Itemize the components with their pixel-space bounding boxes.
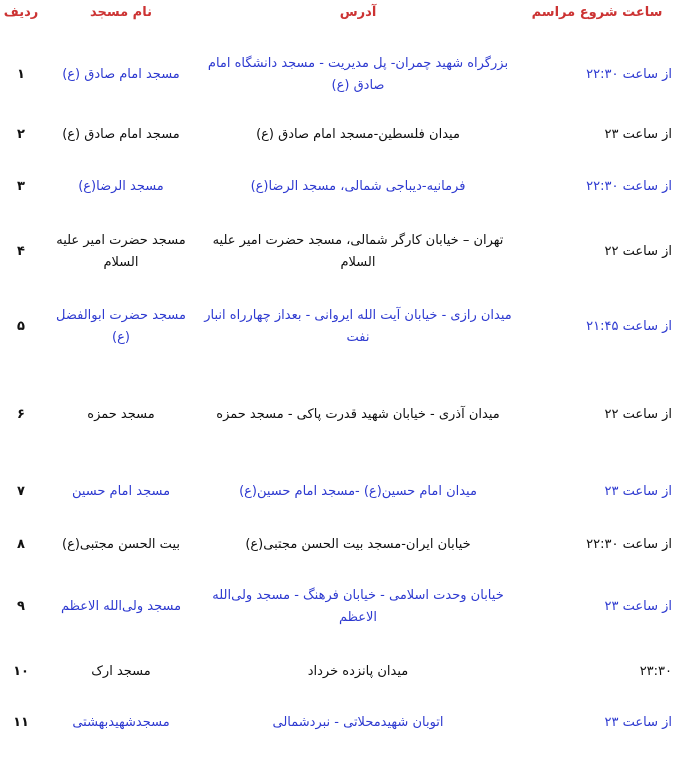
row-number: ۶: [17, 407, 25, 422]
row-time: از ساعت ۲۳: [604, 127, 672, 142]
row-number: ۳: [17, 179, 25, 194]
row-mosque: بیت الحسن مجتبی(ع): [62, 537, 180, 552]
row-number: ۵: [17, 319, 25, 334]
row-time: از ساعت ۲۲:۳۰: [586, 67, 672, 82]
row-address: بزرگراه شهید چمران- پل مدیریت - مسجد دانشگاه امام صادق (ع): [207, 56, 509, 93]
row-number: ۱۰: [13, 664, 29, 679]
row-mosque: مسجد ارک: [91, 664, 151, 679]
row-address: میدان آذری - خیابان شهید قدرت پاکی - مسجد حمزه: [216, 407, 500, 422]
row-mosque: مسجد حمزه: [87, 407, 155, 422]
header-mosque: نام مسجد: [90, 5, 152, 20]
row-time: از ساعت ۲۲: [604, 407, 672, 422]
row-address: خیابان ایران-مسجد بیت الحسن مجتبی(ع): [245, 537, 471, 552]
row-address: میدان رازی - خیابان آیت الله ایروانی - بعداز چهارراه انبار نفت: [204, 308, 512, 345]
row-time: از ساعت ۲۳: [604, 599, 672, 614]
row-time: از ساعت ۲۲: [604, 244, 672, 259]
row-time: از ساعت ۲۱:۴۵: [586, 319, 672, 334]
row-time: از ساعت ۲۲:۳۰: [586, 179, 672, 194]
row-address: فرمانیه-دیباجی شمالی، مسجد الرضا(ع): [250, 179, 466, 194]
header-address: آدرس: [339, 5, 377, 20]
row-address: خیابان وحدت اسلامی - خیابان فرهنگ - مسجد ولی‌الله الاعظم: [212, 588, 504, 625]
row-number: ۴: [17, 244, 25, 259]
row-number: ۷: [17, 484, 25, 499]
row-address: میدان امام حسین(ع) -مسجد امام حسین(ع): [239, 484, 477, 499]
row-address: میدان فلسطین-مسجد امام صادق (ع): [256, 127, 460, 142]
row-address: اتوبان شهیدمحلاتی - نبردشمالی: [272, 715, 444, 730]
row-mosque: مسجد حضرت امیر علیه السلام: [56, 233, 186, 270]
row-mosque: مسجد الرضا(ع): [78, 179, 164, 194]
row-mosque: مسجدشهیدبهشتی: [72, 715, 170, 730]
row-number: ۸: [17, 537, 25, 552]
header-row: ردیف: [3, 5, 39, 20]
row-time: از ساعت ۲۲:۳۰: [586, 537, 672, 552]
row-number: ۱: [17, 67, 25, 82]
row-mosque: مسجد امام صادق (ع): [62, 67, 180, 82]
row-address: میدان پانزده خرداد: [307, 664, 409, 679]
header-time: ساعت شروع مراسم: [531, 5, 663, 20]
row-time: ۲۳:۳۰: [639, 664, 672, 679]
row-mosque: مسجد امام حسین: [71, 484, 171, 499]
row-mosque: مسجد امام صادق (ع): [62, 127, 180, 142]
row-number: ۱۱: [13, 715, 29, 730]
row-time: از ساعت ۲۳: [604, 484, 672, 499]
row-time: از ساعت ۲۳: [604, 715, 672, 730]
row-number: ۲: [17, 127, 25, 142]
row-number: ۹: [17, 599, 25, 614]
row-address: تهران – خیابان کارگر شمالی، مسجد حضرت امیر علیه السلام: [212, 233, 504, 270]
row-mosque: مسجد ولی‌الله الاعظم: [60, 599, 182, 614]
row-mosque: مسجد حضرت ابوالفضل (ع): [56, 308, 186, 345]
